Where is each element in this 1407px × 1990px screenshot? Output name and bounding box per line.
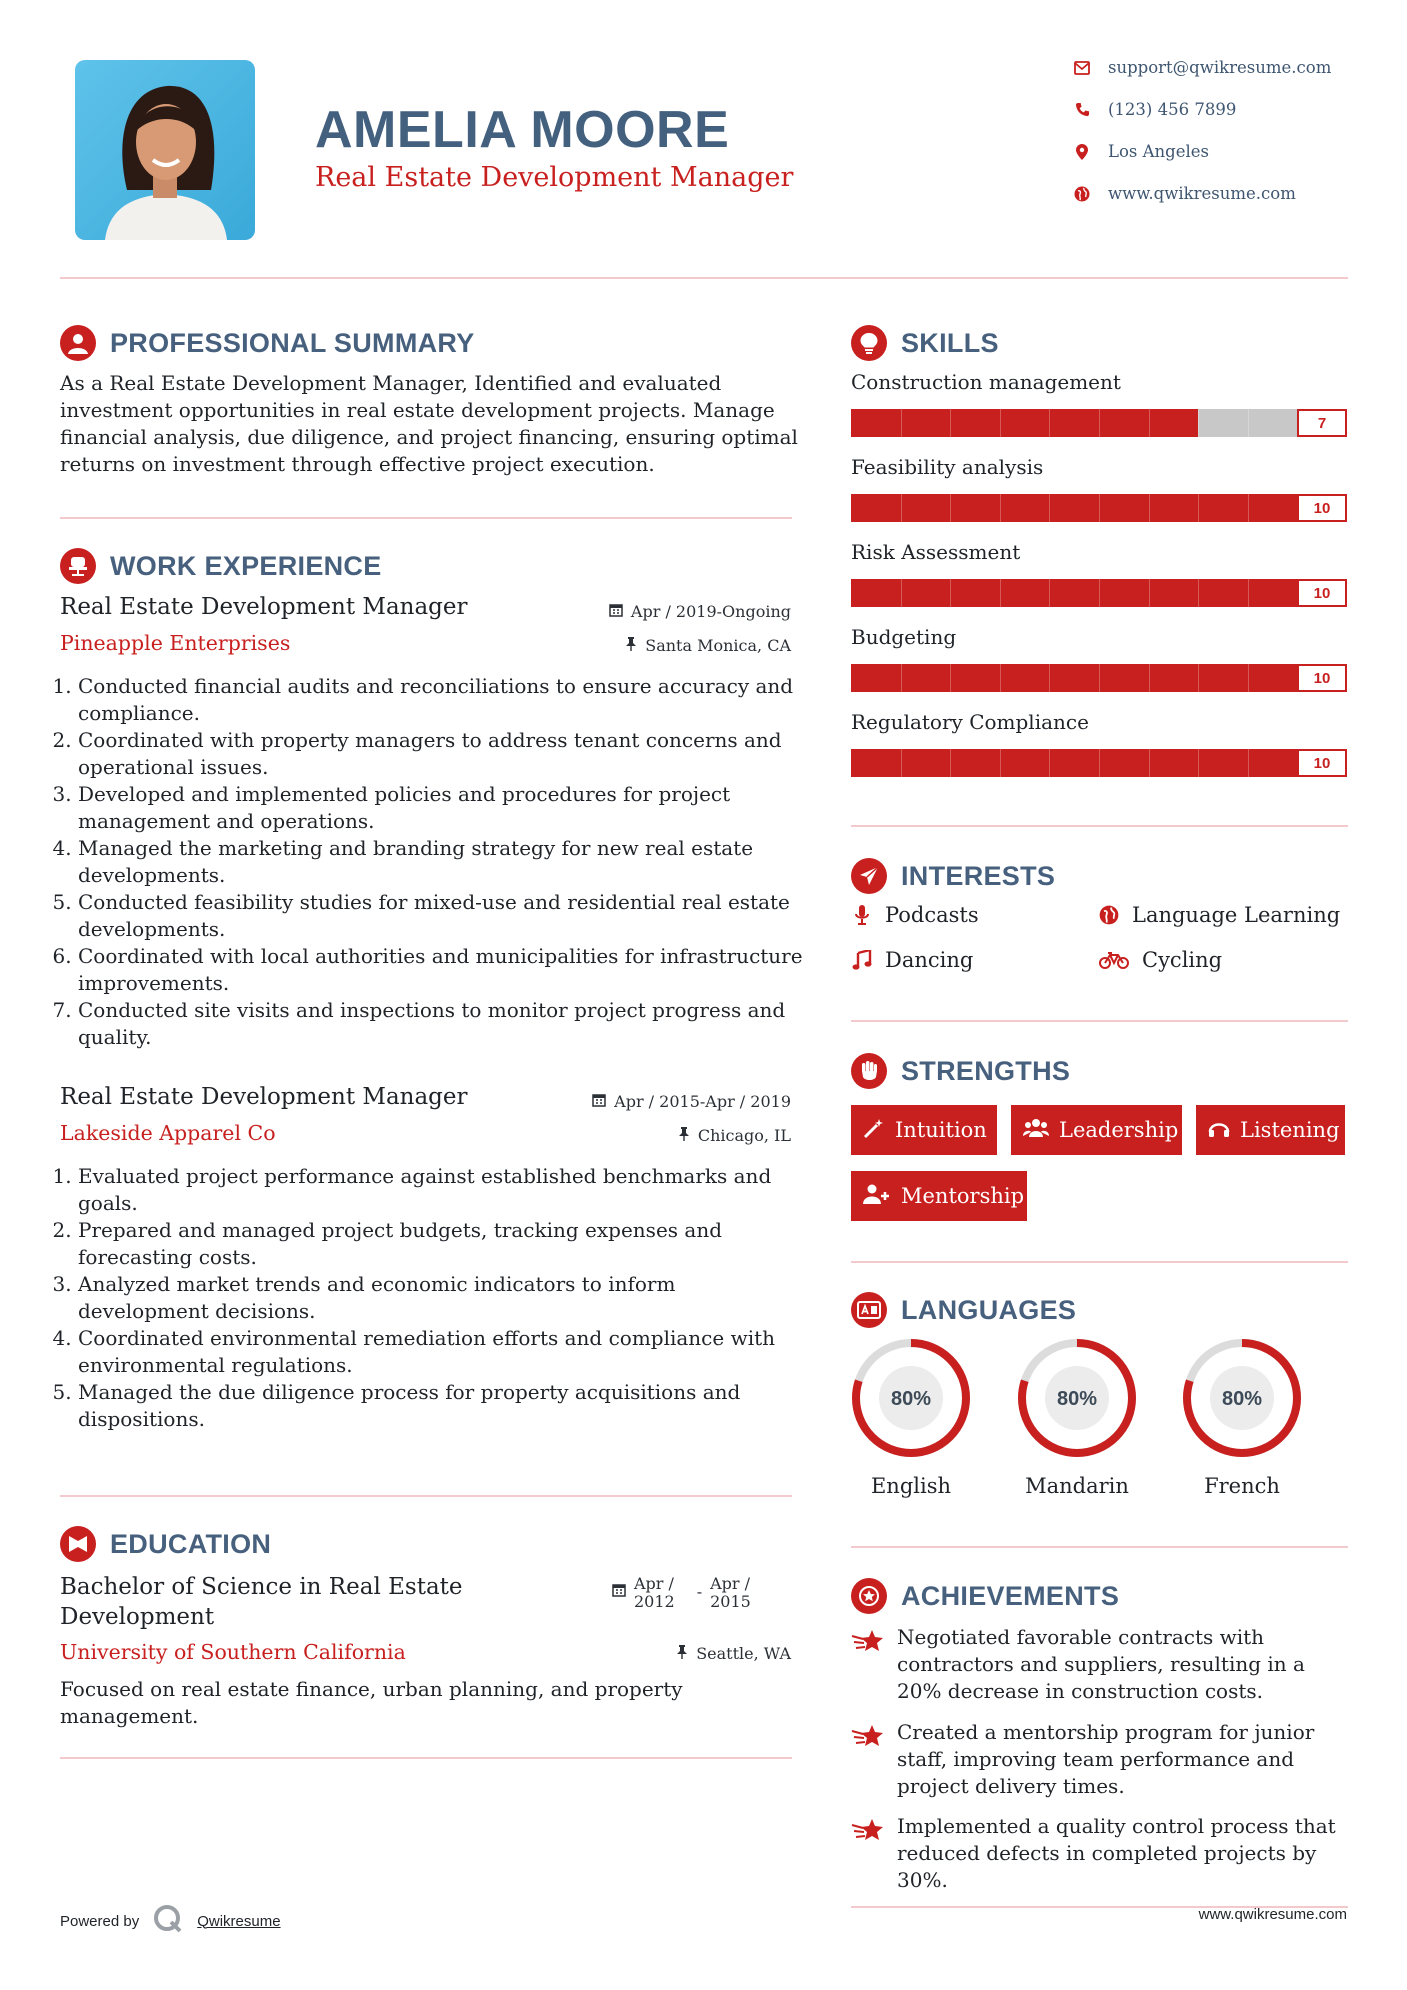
skill-bar-segment — [901, 409, 902, 437]
summary-title: PROFESSIONAL SUMMARY — [110, 327, 475, 358]
calendar-icon — [592, 1092, 606, 1111]
globe-icon — [1098, 904, 1120, 926]
education-dates — [612, 1575, 751, 1611]
job-1-company: Pineapple Enterprises — [60, 631, 291, 655]
achievement-text: Implemented a quality control process that reduced defects in completed projects by 30%. — [897, 1814, 1336, 1892]
job-2-dates-text: Apr / 2015-Apr / 2019 — [614, 1092, 791, 1111]
skill-name: Risk Assessment — [851, 540, 1021, 564]
language-name: English — [870, 1474, 952, 1498]
skill-bar-segment — [1149, 409, 1150, 437]
skill-bar-segment — [1049, 409, 1050, 437]
strengths-divider — [851, 1261, 1348, 1263]
skill-name: Budgeting — [851, 625, 957, 649]
list-item: 1. Evaluated project performance against established benchmarks and goals. — [78, 1163, 808, 1217]
skill-bar — [851, 664, 1347, 692]
skill-bar-segment — [1248, 664, 1249, 692]
list-item: 5. Managed the due diligence process for property acquisitions and dispositions. — [78, 1379, 808, 1433]
map-pin-icon — [1074, 144, 1090, 160]
star-badge-icon — [851, 1578, 887, 1614]
skill-bar-segment — [1099, 579, 1100, 607]
skill-name: Construction management — [851, 370, 1121, 394]
strength-listening — [1196, 1105, 1345, 1155]
language-item — [1180, 1336, 1304, 1498]
language-name: French — [1204, 1474, 1280, 1498]
microphone-icon — [851, 904, 873, 926]
magic-wand-icon — [863, 1117, 885, 1144]
skill-bar-segment — [1248, 579, 1249, 607]
summary-text: As a Real Estate Development Manager, Identified and evaluated investment opportunities in real estate development projects. Manage financial analysis, due diligence, and project financing, ensuring optimal returns on investment through effective project execution. — [60, 371, 798, 476]
strengths-title: STRENGTHS — [901, 1055, 1071, 1086]
phone-icon — [1074, 102, 1090, 118]
interest-label: Cycling — [1142, 948, 1223, 972]
shooting-star-icon — [851, 1719, 885, 1800]
job-1-duties — [60, 673, 808, 1051]
envelope-icon — [1074, 60, 1090, 76]
lightbulb-icon — [851, 325, 887, 361]
bicycle-icon — [1098, 949, 1130, 971]
skill-bar-segment — [1099, 749, 1100, 777]
language-item — [1015, 1336, 1139, 1498]
languages-title: LANGUAGES — [901, 1294, 1077, 1325]
skills-divider — [851, 825, 1348, 827]
skill-bar-segment — [901, 749, 902, 777]
strength-intuition — [851, 1105, 997, 1155]
interest-podcasts — [851, 903, 979, 927]
skill-bar-segment — [950, 749, 951, 777]
powered-by-text: Powered by — [60, 1912, 140, 1930]
contact-website-text: www.qwikresume.com — [1108, 184, 1296, 203]
job-1-title: Real Estate Development Manager — [60, 594, 468, 620]
interest-language-learning — [1098, 903, 1340, 927]
achievement-1 — [851, 1624, 1351, 1705]
skill-bar-segment — [950, 579, 951, 607]
interest-cycling — [1098, 948, 1222, 972]
pin-icon — [678, 1126, 690, 1145]
skill-bar-segment — [1198, 409, 1199, 437]
skill-bar-segment — [1248, 409, 1249, 437]
skill-bar — [851, 579, 1347, 607]
skill-bar-segment — [1149, 579, 1150, 607]
contact-location-text: Los Angeles — [1108, 142, 1209, 161]
strength-label: Intuition — [895, 1118, 987, 1142]
user-icon — [60, 325, 96, 361]
strength-label: Leadership — [1059, 1118, 1179, 1142]
contact-email-text: support@qwikresume.com — [1108, 58, 1332, 77]
skill-bar-segment — [1049, 579, 1050, 607]
candidate-name: AMELIA MOORE — [315, 101, 730, 159]
skill-bar-segment — [1099, 409, 1100, 437]
education-description: Focused on real estate finance, urban planning, and property management. — [60, 1677, 683, 1728]
skill-bar-segment — [1000, 579, 1001, 607]
list-item: 4. Coordinated environmental remediation efforts and compliance with environmental regulations. — [78, 1325, 808, 1379]
contact-phone[interactable] — [1074, 100, 1236, 119]
skill-bar-segment — [1049, 664, 1050, 692]
shooting-star-icon — [851, 1624, 885, 1705]
list-item: 1. Conducted financial audits and reconciliations to ensure accuracy and compliance. — [78, 673, 808, 727]
degree-line-1: Bachelor of Science in Real Estate — [60, 1574, 463, 1600]
language-percent: 80% — [1056, 1388, 1098, 1410]
interest-label: Dancing — [885, 948, 974, 972]
skill-bar-segment — [950, 664, 951, 692]
achievements-title: ACHIEVEMENTS — [901, 1580, 1120, 1611]
shooting-star-icon — [851, 1813, 885, 1894]
education-heading — [60, 1526, 271, 1562]
qwikresume-link[interactable]: Qwikresume — [197, 1912, 281, 1930]
skill-bar-segment — [950, 494, 951, 522]
skill-bar-segment — [1099, 664, 1100, 692]
education-location-text: Seattle, WA — [696, 1644, 791, 1663]
skill-score: 10 — [1297, 494, 1347, 522]
skill-score: 7 — [1297, 409, 1347, 437]
job-1-dates-text: Apr / 2019-Ongoing — [630, 602, 791, 621]
interest-dancing — [851, 948, 973, 972]
skills-title: SKILLS — [901, 327, 999, 358]
job-1-location — [625, 636, 791, 655]
job-2-company: Lakeside Apparel Co — [60, 1121, 276, 1145]
contact-email[interactable] — [1074, 58, 1331, 77]
skill-bar-segment — [1198, 664, 1199, 692]
interest-label: Language Learning — [1132, 903, 1341, 927]
list-item: 5. Conducted feasibility studies for mixed-use and residential real estate developments. — [78, 889, 808, 943]
language-card-icon — [851, 1292, 887, 1328]
job-2-dates — [592, 1092, 791, 1111]
languages-divider — [851, 1546, 1348, 1548]
interests-divider — [851, 1020, 1348, 1022]
users-icon — [1023, 1118, 1049, 1143]
skill-bar-segment — [1000, 664, 1001, 692]
job-2-location-text: Chicago, IL — [697, 1126, 791, 1145]
language-ring — [1015, 1336, 1139, 1460]
job-2-location — [678, 1126, 791, 1145]
strengths-heading — [851, 1053, 1070, 1089]
achievement-3 — [851, 1813, 1351, 1894]
summary-heading — [60, 325, 475, 361]
job-2-title: Real Estate Development Manager — [60, 1084, 468, 1110]
pin-icon — [625, 636, 637, 655]
skill-score: 10 — [1297, 664, 1347, 692]
strength-mentorship — [851, 1171, 1027, 1221]
education-divider — [60, 1757, 792, 1759]
achievement-text: Negotiated favorable contracts with contractors and suppliers, resulting in a 20% decrease in construction costs. — [897, 1625, 1305, 1703]
skill-score: 10 — [1297, 749, 1347, 777]
skill-bar-segment — [1099, 494, 1100, 522]
contact-phone-text: (123) 456 7899 — [1108, 100, 1237, 119]
skill-bar-segment — [950, 409, 951, 437]
globe-icon — [1074, 186, 1090, 202]
skill-bar-segment — [1000, 494, 1001, 522]
graduation-icon — [60, 1526, 96, 1562]
skill-bar-segment — [901, 579, 902, 607]
paper-plane-icon — [851, 858, 887, 894]
education-end — [710, 1575, 751, 1611]
list-item: 6. Coordinated with local authorities and municipalities for infrastructure improvements. — [78, 943, 808, 997]
language-percent: 80% — [890, 1388, 932, 1410]
job-1-dates — [609, 602, 791, 621]
skills-heading — [851, 325, 999, 361]
qwikresume-logo-icon — [153, 1904, 183, 1938]
user-plus-icon — [863, 1184, 891, 1209]
headphones-icon — [1208, 1118, 1230, 1143]
interest-label: Podcasts — [885, 903, 979, 927]
education-end-year: 2015 — [710, 1592, 751, 1611]
skill-bar-segment — [1049, 749, 1050, 777]
header-divider — [60, 277, 1348, 279]
profile-photo — [75, 60, 255, 240]
skill-bar-segment — [1049, 494, 1050, 522]
fist-icon — [851, 1053, 887, 1089]
skill-bar-fill — [851, 409, 1198, 437]
language-name: Mandarin — [1025, 1474, 1129, 1498]
strength-leadership — [1011, 1105, 1182, 1155]
skill-bar-segment — [1198, 749, 1199, 777]
calendar-icon — [612, 1575, 626, 1611]
skill-bar — [851, 749, 1347, 777]
skill-bar — [851, 494, 1347, 522]
work-title: WORK EXPERIENCE — [110, 550, 382, 581]
list-item: 7. Conducted site visits and inspections to monitor project progress and quality. — [78, 997, 808, 1051]
pin-icon — [676, 1644, 688, 1663]
achievement-2 — [851, 1719, 1351, 1800]
language-item — [849, 1336, 973, 1498]
language-percent: 80% — [1221, 1388, 1263, 1410]
education-start-year: 2012 — [634, 1592, 675, 1611]
skill-name: Feasibility analysis — [851, 455, 1044, 479]
skill-bar — [851, 409, 1347, 437]
skill-bar-segment — [1000, 749, 1001, 777]
footer-website[interactable]: www.qwikresume.com — [1198, 1906, 1347, 1923]
date-dash: - — [696, 1582, 703, 1601]
job-2-duties — [60, 1163, 808, 1433]
summary-divider — [60, 517, 792, 519]
skill-bar-segment — [1248, 494, 1249, 522]
skill-name: Regulatory Compliance — [851, 710, 1089, 734]
list-item: 4. Managed the marketing and branding strategy for new real estate developments. — [78, 835, 808, 889]
music-icon — [851, 949, 873, 971]
list-item: 3. Analyzed market trends and economic indicators to inform development decisions. — [78, 1271, 808, 1325]
candidate-title: Real Estate Development Manager — [315, 162, 794, 193]
list-item: 2. Prepared and managed project budgets, tracking expenses and forecasting costs. — [78, 1217, 808, 1271]
contact-location — [1074, 142, 1209, 161]
education-start-month: Apr / — [634, 1574, 674, 1593]
list-item: 2. Coordinated with property managers to address tenant concerns and operational issues. — [78, 727, 808, 781]
interests-heading — [851, 858, 1055, 894]
skill-bar-segment — [901, 494, 902, 522]
interests-title: INTERESTS — [901, 860, 1056, 891]
school-name: University of Southern California — [60, 1640, 406, 1664]
skill-bar-segment — [1198, 579, 1199, 607]
achievement-text: Created a mentorship program for junior staff, improving team performance and project delivery times. — [897, 1720, 1315, 1798]
work-heading — [60, 548, 382, 584]
skill-bar-segment — [901, 664, 902, 692]
education-title: EDUCATION — [110, 1528, 272, 1559]
skill-bar-segment — [1248, 749, 1249, 777]
skill-bar-segment — [1149, 664, 1150, 692]
degree-line-2: Development — [60, 1604, 215, 1630]
briefcase-chair-icon — [60, 548, 96, 584]
education-start — [634, 1575, 675, 1611]
degree — [60, 1572, 463, 1632]
languages-heading — [851, 1292, 1076, 1328]
education-location — [676, 1644, 791, 1663]
achievements-heading — [851, 1578, 1119, 1614]
strength-label: Mentorship — [901, 1184, 1025, 1208]
list-item: 3. Developed and implemented policies and procedures for project management and operations. — [78, 781, 808, 835]
skill-bar-segment — [1149, 494, 1150, 522]
work-divider — [60, 1495, 792, 1497]
skill-bar-segment — [1198, 494, 1199, 522]
footer-powered-by — [60, 1904, 281, 1938]
contact-website[interactable] — [1074, 184, 1296, 203]
skill-bar-segment — [1149, 749, 1150, 777]
calendar-icon — [609, 602, 623, 621]
job-1-location-text: Santa Monica, CA — [645, 636, 791, 655]
language-ring — [849, 1336, 973, 1460]
skill-bar-segment — [1000, 409, 1001, 437]
strength-label: Listening — [1240, 1118, 1340, 1142]
skill-score: 10 — [1297, 579, 1347, 607]
language-ring — [1180, 1336, 1304, 1460]
education-end-month: Apr / — [710, 1574, 751, 1593]
